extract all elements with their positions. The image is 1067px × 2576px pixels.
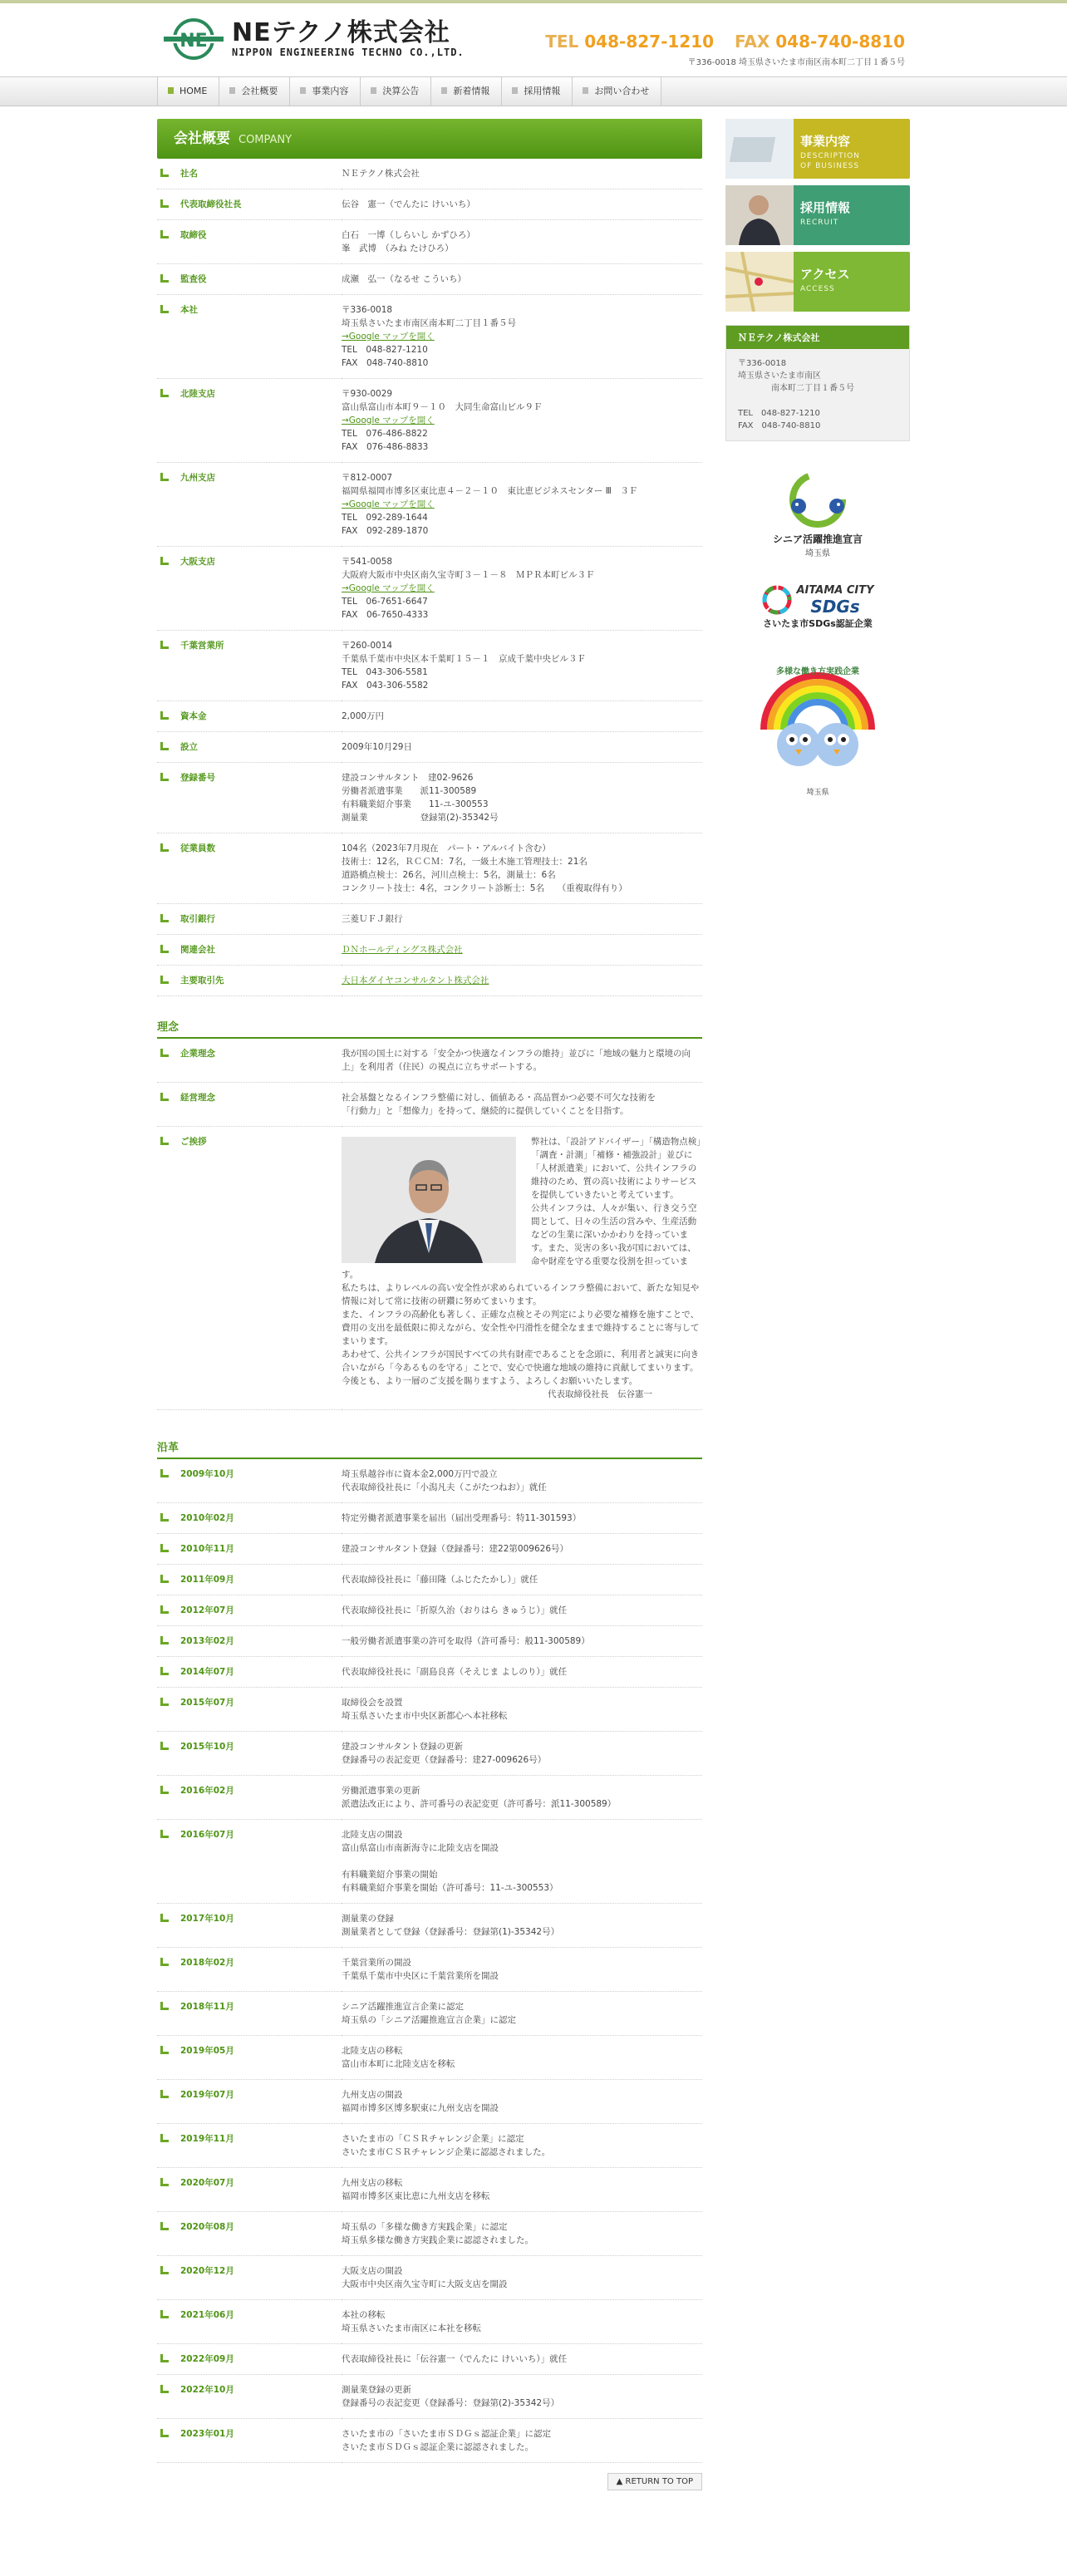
history-detail — [342, 1626, 702, 1657]
info-contact-line: FAX 048-740-8810 — [342, 358, 429, 368]
history-detail — [342, 2256, 702, 2300]
history-date: 2016年02月 — [157, 1776, 342, 1820]
company-box-line: TEL 048-827-1210 — [738, 409, 820, 418]
philosophy-row-value — [342, 1083, 702, 1127]
info-contact-line: TEL 048-827-1210 — [342, 345, 428, 355]
history-line: 有料職業紹介事業の開始 — [342, 1870, 438, 1880]
company-box-line: 〒336-0018 — [738, 359, 787, 368]
info-row-value — [342, 701, 702, 732]
company-box-line: 南本町二丁目１番５号 — [738, 384, 854, 393]
nav-company[interactable]: 会社概要 — [219, 77, 290, 106]
history-line: 労働派遣事業の更新 — [342, 1786, 420, 1796]
history-line: 代表取締役社長に「折原久治（おりはら きゅうじ）」就任 — [342, 1605, 568, 1615]
history-line: 代表取締役社長に「伝谷憲一（でんたに けいいち）」就任 — [342, 2354, 568, 2364]
banner-access-en1: ACCESS — [800, 285, 835, 293]
banner-business[interactable] — [725, 119, 910, 179]
history-line: 本社の移転 — [342, 2310, 386, 2320]
history-date: 2020年08月 — [157, 2212, 342, 2256]
info-label: 本社 — [157, 295, 342, 379]
header-fax: 048-740-8810 — [775, 32, 905, 52]
info-line: 成瀬 弘一（なるせ こういち） — [342, 274, 467, 284]
history-row — [157, 2256, 702, 2300]
info-row — [157, 379, 702, 463]
info-contact-line: FAX 076-486-8833 — [342, 442, 429, 452]
senior-title: シニア活躍推進宣言 — [772, 533, 863, 545]
history-date: 2018年11月 — [157, 1992, 342, 2036]
history-date: 2021年06月 — [157, 2300, 342, 2344]
sidebar — [725, 119, 910, 2490]
banner-recruit-en1: RECRUIT — [800, 219, 839, 227]
history-line: 富山市本町に北陸支店を移転 — [342, 2059, 455, 2069]
history-line: 建設コンサルタント登録（登録番号：建22第009626号） — [342, 1544, 568, 1554]
banner-access-title: アクセス — [800, 267, 850, 282]
info-line: 千葉県千葉市中央区本千葉町１５－１ 京成千葉中央ビル３Ｆ — [342, 654, 586, 664]
history-line: 富山県富山市南新海寺に北陸支店を開設 — [342, 1843, 499, 1853]
history-line: 福岡市博多区東比恵に九州支店を移転 — [342, 2191, 490, 2201]
info-line: 大阪府大阪市中央区南久宝寺町３－１－８ ＭＰＲ本町ビル３Ｆ — [342, 570, 595, 580]
history-date: 2017年10月 — [157, 1904, 342, 1948]
history-detail — [342, 2419, 702, 2463]
banner-business-title: 事業内容 — [800, 134, 851, 149]
info-row — [157, 833, 702, 904]
history-detail — [342, 1459, 702, 1503]
history-date: 2022年10月 — [157, 2375, 342, 2419]
info-row-value — [342, 189, 702, 220]
ne-logo-icon — [162, 18, 225, 60]
history-row — [157, 1657, 702, 1688]
history-row — [157, 1732, 702, 1776]
banner-access[interactable] — [725, 252, 910, 312]
history-row — [157, 1595, 702, 1626]
history-line: 代表取締役社長に「副島良喜（そえじま よしのり）」就任 — [342, 1667, 568, 1677]
history-line: 測量業者として登録（登録番号：登録第(1)-35342号） — [342, 1927, 560, 1937]
history-detail — [342, 2212, 702, 2256]
header-contact — [530, 32, 905, 67]
info-label: 代表取締役社長 — [157, 189, 342, 220]
history-detail — [342, 1565, 702, 1595]
info-contact-line: FAX 06-7650-4333 — [342, 610, 429, 620]
philosophy-row-value — [342, 1039, 702, 1083]
laptop-image-icon — [725, 119, 794, 179]
info-line: TEL 043-306-5581 — [342, 667, 428, 677]
company-box-line: 埼玉県さいたま市南区 — [738, 371, 821, 381]
related-company-link[interactable]: 大日本ダイヤコンサルタント株式会社 — [342, 976, 489, 986]
history-detail — [342, 2168, 702, 2212]
history-line: 九州支店の開設 — [342, 2090, 403, 2100]
history-row — [157, 2212, 702, 2256]
info-line: 〒336-0018 — [342, 305, 393, 315]
history-detail — [342, 2124, 702, 2168]
senior-declaration-logo[interactable] — [725, 469, 910, 558]
info-label: 社名 — [157, 159, 342, 189]
info-line: 有料職業紹介事業 11-ユ-300553 — [342, 799, 489, 809]
philosophy-heading: 理念 — [157, 1015, 702, 1039]
history-heading: 沿革 — [157, 1435, 702, 1459]
history-row — [157, 1948, 702, 1992]
greeting-paragraph: あわせて、公共インフラが国民すべての共有財産であることを念頭に、利用者と誠実に向き合いながら「今あるものを守る」ことで、安心で快適な地域の維持に貢献してまいります。 — [342, 1349, 700, 1373]
history-detail — [342, 1992, 702, 2036]
history-line: 代表取締役社長に「藤田隆（ふじたたかし）」就任 — [342, 1575, 538, 1585]
header-tel[interactable]: 048-827-1210 — [584, 32, 715, 52]
global-nav — [0, 76, 1067, 106]
info-label: 監査役 — [157, 264, 342, 295]
philosophy-row — [157, 1039, 702, 1083]
sdgs-city: AITAMA CITY — [796, 583, 874, 597]
history-detail — [342, 1688, 702, 1732]
history-line: 測量業の登録 — [342, 1914, 394, 1924]
history-detail — [342, 1595, 702, 1626]
history-detail — [342, 2080, 702, 2124]
info-row — [157, 631, 702, 701]
info-line: 労働者派遣事業 派11-300589 — [342, 786, 477, 796]
info-label: 取締役 — [157, 220, 342, 264]
sdgs-mark: SDGs — [810, 596, 860, 617]
sdgs-logo[interactable] — [725, 583, 910, 630]
info-line: コンクリート技士：4名，コンクリート診断士：5名 （重複取得有り） — [342, 883, 627, 893]
info-contact-line: TEL 092-289-1644 — [342, 513, 428, 523]
info-row-value — [342, 732, 702, 763]
info-line: 104名（2023年7月現在 パート・アルバイト含む） — [342, 843, 551, 853]
info-line: 三菱ＵＦＪ銀行 — [342, 914, 403, 924]
info-row-value — [342, 763, 702, 833]
greeting-paragraph: 私たちは、よりレベルの高い安全性が求められているインフラ整備において、新たな知見や情報に対して常に技術の研鑽に努めてまいります。 — [342, 1283, 700, 1306]
return-to-top-label: RETURN TO TOP — [625, 2477, 693, 2486]
history-row — [157, 1820, 702, 1904]
company-box-line — [738, 395, 897, 407]
history-date: 2015年10月 — [157, 1732, 342, 1776]
banner-recruit-title: 採用情報 — [800, 200, 851, 215]
history-line: 登録番号の表記変更（登録番号：登録第(2)-35342号） — [342, 2398, 560, 2408]
philosophy-line: 社会基盤となるインフラ整備に対し、価値ある・高品質かつ必要不可欠な技術を — [342, 1093, 656, 1103]
history-detail — [342, 1503, 702, 1534]
info-row — [157, 966, 702, 996]
history-line: 埼玉県の「シニア活躍推進宣言企業」に認定 — [342, 2015, 516, 2025]
info-row-value — [342, 220, 702, 264]
banner-recruit[interactable] — [725, 185, 910, 245]
recruit-person-icon — [725, 185, 794, 245]
history-row — [157, 2419, 702, 2463]
info-line: 測量業 登録第(2)-35342号 — [342, 813, 499, 823]
info-line: ＮＥテクノ株式会社 — [342, 169, 420, 179]
nav-business[interactable]: 事業内容 — [290, 77, 361, 106]
history-detail — [342, 1904, 702, 1948]
info-row-value — [342, 295, 702, 379]
history-detail — [342, 2344, 702, 2375]
info-line: 伝谷 憲一（でんたに けいいち） — [342, 199, 475, 209]
history-row — [157, 1904, 702, 1948]
greeting-table — [157, 1127, 702, 1410]
main-content — [157, 119, 702, 2490]
company-box-body — [726, 349, 909, 440]
history-date: 2020年12月 — [157, 2256, 342, 2300]
greeting-signature: 代表取締役社長 伝谷憲一 — [548, 1389, 652, 1399]
history-row — [157, 1992, 702, 2036]
ceo-photo — [342, 1137, 516, 1263]
info-label: 取引銀行 — [157, 904, 342, 935]
info-line: 建設コンサルタント 建02-9626 — [342, 773, 474, 783]
info-row — [157, 189, 702, 220]
history-line: さいたま市の「ＣＳＲチャレンジ企業」に認定 — [342, 2134, 524, 2144]
history-table — [157, 1459, 702, 2463]
tel-label: TEL — [545, 32, 579, 52]
info-row — [157, 463, 702, 547]
info-row-value — [342, 935, 702, 966]
info-contact-line: TEL 06-7651-6647 — [342, 597, 428, 607]
history-row — [157, 2080, 702, 2124]
info-line: FAX 043-306-5582 — [342, 681, 429, 691]
info-line: 道路橋点検士：26名，河川点検士：5名，測量士：6名 — [342, 870, 556, 880]
history-date: 2019年05月 — [157, 2036, 342, 2080]
history-date: 2009年10月 — [157, 1459, 342, 1503]
history-line: 取締役会を設置 — [342, 1698, 403, 1708]
history-line: 大阪支店の開設 — [342, 2266, 403, 2276]
history-line: 千葉営業所の開設 — [342, 1958, 411, 1968]
history-date: 2010年02月 — [157, 1503, 342, 1534]
philosophy-table — [157, 1039, 702, 1127]
history-row — [157, 1626, 702, 1657]
info-label: 大阪支店 — [157, 547, 342, 631]
history-line: 有料職業紹介事業を開始（許可番号：11-ユ-300553） — [342, 1883, 558, 1893]
history-date: 2015年07月 — [157, 1688, 342, 1732]
history-date: 2012年07月 — [157, 1595, 342, 1626]
history-line: 埼玉県の「多様な働き方実践企業」に認定 — [342, 2222, 508, 2232]
history-row — [157, 1776, 702, 1820]
history-line: さいたま市ＣＳＲチャレンジ企業に認認されました。 — [342, 2147, 551, 2157]
info-line: 〒541-0058 — [342, 557, 393, 567]
info-label: 関連会社 — [157, 935, 342, 966]
info-line: 技術士：12名，ＲＣＣＭ：7名，一級土木施工管理技士：21名 — [342, 857, 588, 867]
history-line: 福岡市博多区博多駅東に九州支店を開設 — [342, 2103, 499, 2113]
greeting-label: ご挨拶 — [157, 1127, 342, 1410]
history-date: 2010年11月 — [157, 1534, 342, 1565]
info-label: 千葉営業所 — [157, 631, 342, 701]
svg-text:NE: NE — [179, 31, 208, 52]
history-date: 2022年09月 — [157, 2344, 342, 2375]
history-line: 埼玉県さいたま市南区に本社を移転 — [342, 2323, 481, 2333]
info-line: 福岡県福岡市博多区東比恵４－２－１０ 東比恵ビジネスセンター Ⅲ ３Ｆ — [342, 486, 638, 496]
history-line: 建設コンサルタント登録の更新 — [342, 1742, 464, 1752]
history-line: 一般労働者派遣事業の許可を取得（許可番号：般11-300589） — [342, 1636, 590, 1646]
google-map-link[interactable]: →Google マップを開く — [342, 415, 435, 425]
history-row — [157, 1503, 702, 1534]
info-label: 従業員数 — [157, 833, 342, 904]
history-line: 千葉県千葉市中央区に千葉営業所を開設 — [342, 1971, 499, 1981]
info-line: 〒812-0007 — [342, 473, 393, 483]
philosophy-line: 「行動力」と「想像力」を持って、継続的に提供していくことを目指す。 — [342, 1106, 629, 1116]
history-line: 派遣法改正により、許可番号の表記変更（許可番号：派11-300589） — [342, 1799, 617, 1809]
history-row — [157, 2124, 702, 2168]
info-label: 九州支店 — [157, 463, 342, 547]
history-row — [157, 1565, 702, 1595]
info-row-value — [342, 264, 702, 295]
history-date: 2016年07月 — [157, 1820, 342, 1904]
info-line: 富山県富山市本町９－１０ 大同生命富山ビル９Ｆ — [342, 402, 543, 412]
history-line: 代表取締役社長に「小潟凡夫（こがたつねお）」就任 — [342, 1482, 547, 1492]
diverse-pref: 埼玉県 — [806, 789, 829, 797]
info-label: 設立 — [157, 732, 342, 763]
info-label: 資本金 — [157, 701, 342, 732]
history-row — [157, 2300, 702, 2344]
greeting-paragraph: 弊社は、「設計アドバイザー」「構造物点検」「調査・計測」「補修・補強設計」並びに「人材派遣業」において、公共インフラの維持のため、質の高い技術によりサービスを提供していきたいと考えています。 — [531, 1137, 701, 1200]
related-company-link[interactable]: ＤＮホールディングス株式会社 — [342, 945, 463, 955]
senior-smile-icon — [764, 469, 872, 529]
history-line: 北陸支店の開設 — [342, 1830, 403, 1840]
info-row — [157, 264, 702, 295]
history-detail — [342, 1948, 702, 1992]
philosophy-line: 我が国の国土に対する「安全かつ快適なインフラの維持」並びに「地域の魅力と環境の向上」を利用者（住民）の視点に立ちサポートする。 — [342, 1049, 691, 1072]
info-row — [157, 159, 702, 189]
history-line: 特定労働者派遣事業を届出（届出受理番号：特11-301593） — [342, 1513, 582, 1523]
history-row — [157, 2344, 702, 2375]
info-line: 埼玉県さいたま市南区南本町二丁目１番５号 — [342, 318, 516, 328]
history-detail — [342, 1820, 702, 1904]
history-detail — [342, 2375, 702, 2419]
history-row — [157, 1688, 702, 1732]
senior-pref: 埼玉県 — [805, 549, 830, 558]
history-date: 2011年09月 — [157, 1565, 342, 1595]
history-date: 2019年11月 — [157, 2124, 342, 2168]
greeting-paragraph: 公共インフラは、人々が集い、行き交う空間として、日々の生活の営みや、生産活動などの生業に深いかかわりを持っています。また、災害の多い我が国においては、命や財産を守る重要な役割を担っています。 — [342, 1203, 697, 1280]
return-to-top-button[interactable]: ▲ RETURN TO TOP — [607, 2473, 702, 2490]
info-row-value — [342, 904, 702, 935]
banner-business-en2: OF BUSINESS — [800, 162, 860, 170]
info-line: 2009年10月29日 — [342, 742, 412, 752]
info-line: 〒930-0029 — [342, 389, 393, 399]
info-row-value — [342, 631, 702, 701]
info-row-value — [342, 463, 702, 547]
nav-recruit[interactable]: 採用情報 — [502, 77, 573, 106]
page-title — [157, 119, 702, 159]
history-date: 2020年07月 — [157, 2168, 342, 2212]
history-date: 2023年01月 — [157, 2419, 342, 2463]
history-date: 2018年02月 — [157, 1948, 342, 1992]
info-line: 2,000万円 — [342, 711, 385, 721]
history-line — [342, 1855, 702, 1868]
history-line: 大阪市中央区南久宝寺町に大阪支店を開設 — [342, 2279, 508, 2289]
sdgs-wheel-icon — [762, 583, 792, 617]
info-row-value — [342, 379, 702, 463]
google-map-link[interactable]: →Google マップを開く — [342, 332, 435, 342]
info-row — [157, 295, 702, 379]
history-date: 2019年07月 — [157, 2080, 342, 2124]
history-row — [157, 1534, 702, 1565]
banner-business-en1: DESCRIPTION — [800, 152, 860, 160]
history-detail — [342, 2300, 702, 2344]
company-name-en: NIPPON ENGINEERING TECHNO CO.,LTD. — [232, 47, 465, 58]
company-address-box — [725, 325, 910, 441]
history-row — [157, 2375, 702, 2419]
company-logo[interactable] — [162, 18, 465, 60]
fax-label: FAX — [735, 32, 770, 52]
company-info-table — [157, 159, 702, 996]
history-detail — [342, 1732, 702, 1776]
google-map-link[interactable]: →Google マップを開く — [342, 583, 435, 593]
nav-news[interactable]: 新着情報 — [431, 77, 502, 106]
history-line: さいたま市の「さいたま市ＳＤＧｓ認証企業」に認定 — [342, 2429, 551, 2439]
philosophy-row — [157, 1083, 702, 1127]
history-row — [157, 2168, 702, 2212]
history-row — [157, 1459, 702, 1503]
history-line: 埼玉県越谷市に資本金2,000万円で設立 — [342, 1469, 498, 1479]
history-line: さいたま市ＳＤＧｓ認証企業に認認されました。 — [342, 2442, 534, 2452]
diverse-arc-text: 多様な働き方実践企業 — [776, 667, 859, 676]
history-date: 2014年07月 — [157, 1657, 342, 1688]
info-row — [157, 732, 702, 763]
history-line: シニア活躍推進宣言企業に認定 — [342, 2002, 464, 2012]
history-date: 2013年02月 — [157, 1626, 342, 1657]
nav-home[interactable]: HOME — [157, 77, 219, 106]
info-line: 〒260-0014 — [342, 641, 393, 651]
history-detail — [342, 1534, 702, 1565]
header-address: 〒336-0018 埼玉県さいたま市南区南本町二丁目１番５号 — [687, 58, 905, 67]
company-name-jp: NEテクノ株式会社 — [232, 18, 450, 47]
philosophy-label: 企業理念 — [157, 1039, 342, 1083]
map-icon — [725, 252, 794, 312]
diverse-workstyle-logo[interactable] — [725, 655, 910, 797]
info-line: 白石 一博（しらいし かずひろ） — [342, 230, 475, 240]
info-row — [157, 701, 702, 732]
philosophy-label: 経営理念 — [157, 1083, 342, 1127]
nav-financial[interactable]: 決算公告 — [361, 77, 431, 106]
history-line: 北陸支店の移転 — [342, 2046, 403, 2056]
info-row — [157, 904, 702, 935]
info-contact-line: TEL 076-486-8822 — [342, 429, 428, 439]
nav-contact[interactable]: お問い合わせ — [573, 77, 661, 106]
company-box-title: ＮＥテクノ株式会社 — [726, 326, 909, 349]
history-detail — [342, 1657, 702, 1688]
history-line: 測量業登録の更新 — [342, 2385, 411, 2395]
info-row-value — [342, 547, 702, 631]
info-label: 主要取引先 — [157, 966, 342, 996]
history-line: 埼玉県多様な働き方実践企業に認認されました。 — [342, 2235, 534, 2245]
greeting-paragraph: また、インフラの高齢化も著しく、正確な点検とその判定により必要な補修を施すことで、費用の支出を最低限に抑えながら、安全性や円滑性を健全なままで維持することに寄与してまいります。 — [342, 1310, 700, 1346]
history-detail — [342, 1776, 702, 1820]
google-map-link[interactable]: →Google マップを開く — [342, 499, 435, 509]
history-line: 埼玉県さいたま市中央区新都心へ本社移転 — [342, 1711, 508, 1721]
company-box-line: FAX 048-740-8810 — [738, 421, 821, 430]
history-line: 登録番号の表記変更（登録番号：建27-009626号） — [342, 1755, 547, 1765]
history-detail — [342, 2036, 702, 2080]
info-row — [157, 220, 702, 264]
info-row-value — [342, 159, 702, 189]
page-title-jp: 会社概要 — [174, 130, 230, 147]
history-row — [157, 2036, 702, 2080]
info-line: 峯 武博 （みね たけひろ） — [342, 243, 454, 253]
info-label: 登録番号 — [157, 763, 342, 833]
history-line: 九州支店の移転 — [342, 2178, 403, 2188]
info-row-value — [342, 833, 702, 904]
info-contact-line: FAX 092-289-1870 — [342, 526, 429, 536]
page-title-en: COMPANY — [238, 134, 293, 146]
info-row — [157, 935, 702, 966]
info-row — [157, 763, 702, 833]
sdgs-caption: さいたま市SDGs認証企業 — [763, 618, 873, 629]
greeting-paragraph: 今後とも、より一層のご支援を賜りますよう、よろしくお願いいたします。 — [342, 1376, 638, 1386]
site-header — [157, 3, 910, 76]
info-label: 北陸支店 — [157, 379, 342, 463]
info-row — [157, 547, 702, 631]
info-row-value — [342, 966, 702, 996]
